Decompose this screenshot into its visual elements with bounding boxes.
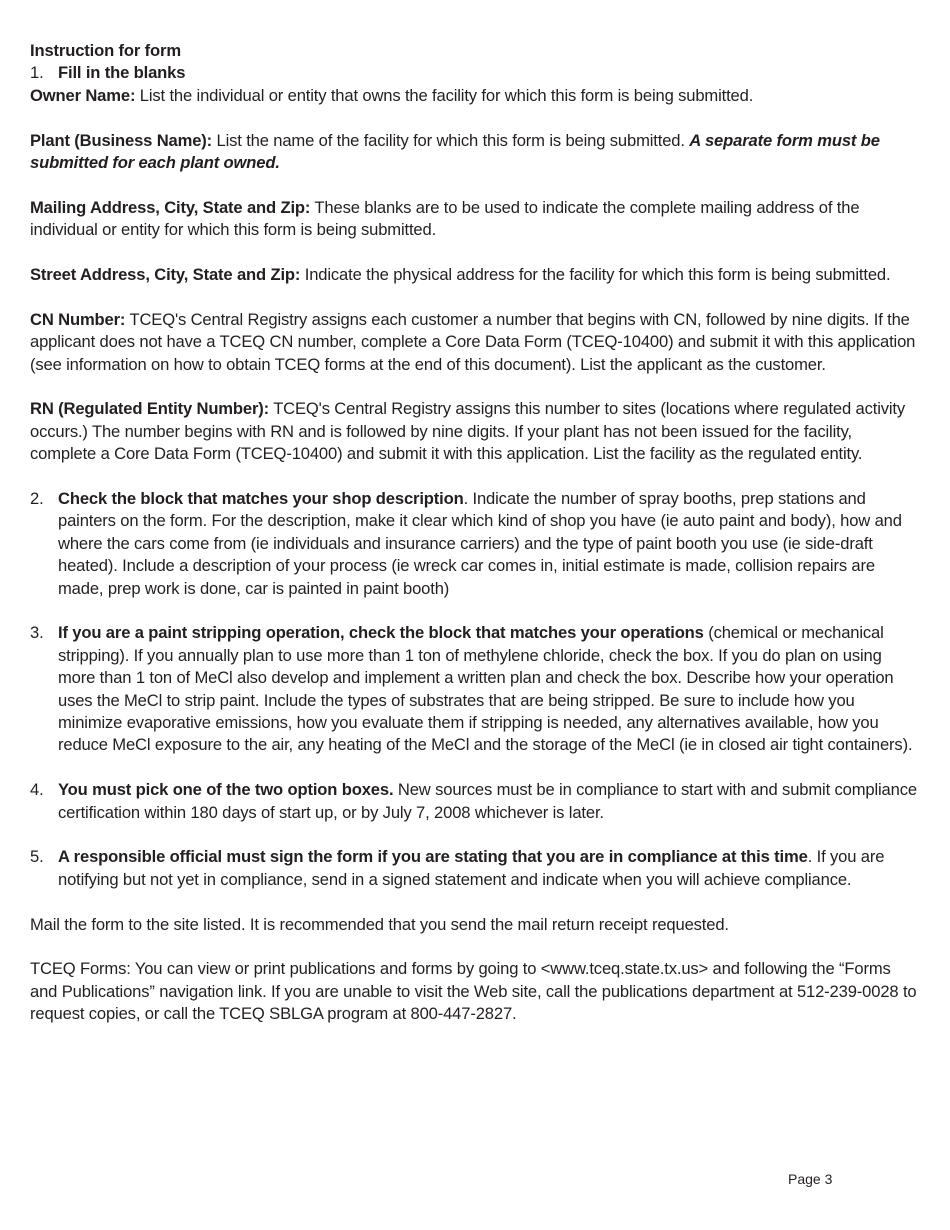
step-2: [30, 488, 922, 600]
owner-name-text: List the individual or entity that owns the facility for which this form is being submitted.: [135, 85, 754, 105]
rn-number-instruction: [30, 398, 922, 465]
mail-note: Mail the form to the site listed. It is recommended that you send the mail return receipt requested.: [30, 914, 729, 934]
street-address-label: Street Address, City, State and Zip:: [30, 265, 301, 285]
instructions-page: [30, 40, 922, 1048]
step-4-title: You must pick one of the two option boxes.: [58, 780, 394, 800]
step-1-number: 1.: [30, 63, 44, 83]
step-5-title: A responsible official must sign the form if you are stating that you are in compliance at this time: [58, 847, 808, 867]
owner-name-label: Owner Name:: [30, 85, 136, 105]
page-number: Page 3: [788, 1171, 833, 1187]
cn-number-instruction: [30, 309, 922, 376]
step-2-text: . Indicate the number of spray booths, prep stations and painters on the form. For the description, make it clear which kind of shop you have (ie auto paint and body), how and where the cars come from (ie individuals and insurance carriers) and the type of paint booth you use (ie side-draft heated). Include a description of your process (ie wreck car comes in, initial estimate is made, collision repairs are made, prep work is done, car is painted in paint booth): [58, 489, 902, 598]
step-3-text: (chemical or mechanical stripping). If you annually plan to use more than 1 ton of methylene chloride, check the box. If you do plan on using more than 1 ton of MeCl also develop and implement a written plan and check the box. Describe how your operation uses the MeCl to strip paint. Include the types of substrates that are being stripped. Be sure to include how you minimize evaporative emissions, how you evaluate them if stripping is needed, any alternatives available, how you reduce MeCl exposure to the air, any heating of the MeCl and the storage of the MeCl (ie in closed air tight containers).: [58, 623, 913, 755]
plant-emphasis: A separate form must be submitted for each plant owned.: [30, 130, 880, 173]
instructions-heading: Instruction for form: [30, 41, 181, 60]
step-3-title: If you are a paint stripping operation, check the block that matches your operations: [58, 623, 704, 643]
mailing-address-label: Mailing Address, City, State and Zip:: [30, 197, 311, 217]
step-4-text: New sources must be in compliance to start with and submit compliance certification within 180 days of start up, or by July 7, 2008 whichever is later.: [58, 780, 917, 822]
cn-number-label: CN Number:: [30, 309, 126, 329]
street-address-instruction: [30, 264, 922, 286]
step-5: [30, 846, 922, 891]
plant-instruction: [30, 130, 922, 175]
step-1-title: Fill in the blanks: [58, 63, 186, 83]
step-1: [30, 62, 922, 84]
plant-label: Plant (Business Name):: [30, 130, 213, 150]
step-5-text: . If you are notifying but not yet in compliance, send in a signed statement and indicate when you will achieve compliance.: [58, 847, 885, 889]
street-address-text: Indicate the physical address for the facility for which this form is being submitted.: [300, 265, 891, 285]
step-2-title: Check the block that matches your shop description: [58, 489, 464, 509]
step-4-number: 4.: [30, 780, 44, 800]
step-3-number: 3.: [30, 623, 44, 643]
mailing-address-text: These blanks are to be used to indicate the complete mailing address of the individual or entity for which this form is being submitted.: [30, 197, 860, 240]
cn-number-text: TCEQ's Central Registry assigns each customer a number that begins with CN, followed by nine digits. If the applicant does not have a TCEQ CN number, complete a Core Data Form (TCEQ-10400) and submit it with this application (see information on how to obtain TCEQ forms at the end of this document). List the applicant as the customer.: [30, 309, 916, 374]
mailing-address-instruction: [30, 197, 922, 242]
step-3: [30, 622, 922, 756]
step-4: [30, 779, 922, 824]
owner-name-instruction: [30, 85, 922, 107]
step-5-number: 5.: [30, 847, 44, 867]
rn-number-text: TCEQ's Central Registry assigns this number to sites (locations where regulated activity occurs.) The number begins with RN and is followed by nine digits. If your plant has not been issued for the facility, complete a Core Data Form (TCEQ-10400) and submit it with this application. List the facility as the regulated entity.: [30, 399, 906, 464]
plant-text: List the name of the facility for which this form is being submitted.: [212, 130, 690, 150]
forms-note: TCEQ Forms: You can view or print publications and forms by going to <www.tceq.state.tx.us> and following the “Forms and Publications” navigation link. If you are unable to visit the Web site, call the publications department at 512-239-0028 to request copies, or call the TCEQ SBLGA program at 800-447-2827.: [30, 959, 917, 1024]
rn-number-label: RN (Regulated Entity Number):: [30, 399, 270, 419]
step-2-number: 2.: [30, 489, 44, 509]
